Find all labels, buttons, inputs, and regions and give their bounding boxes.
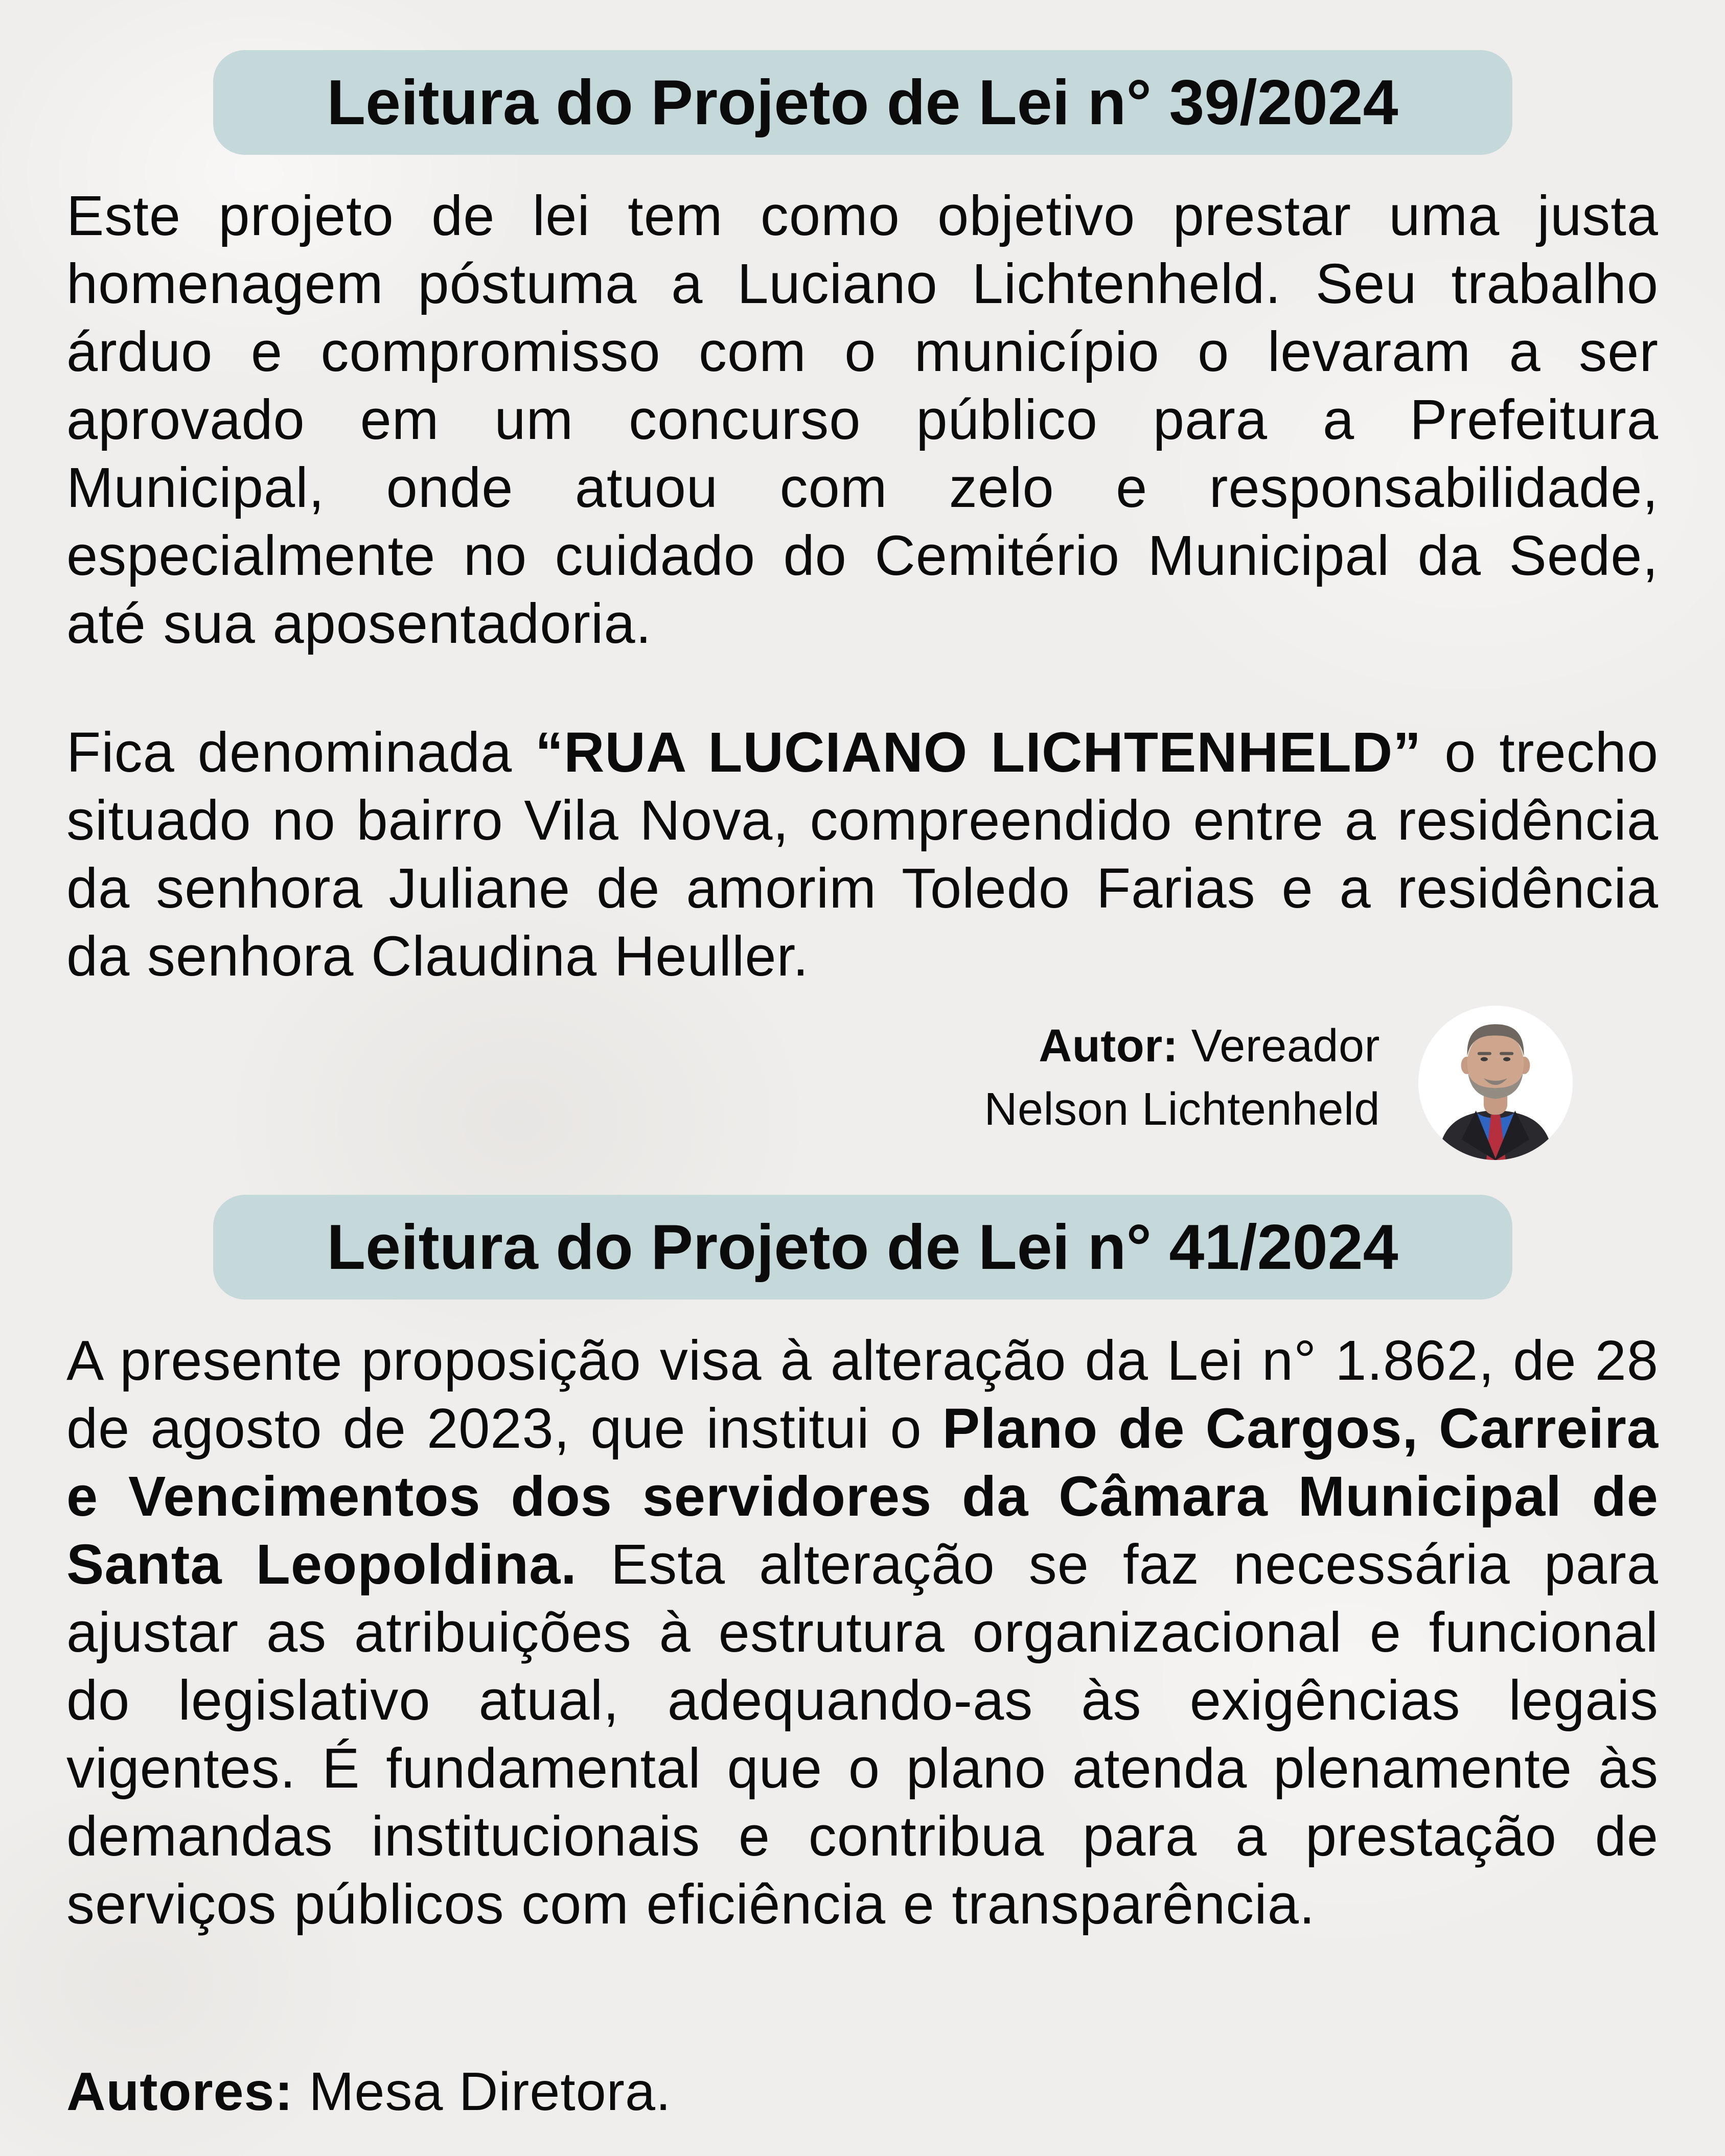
author-name: Nelson Lichtenheld <box>984 1084 1380 1135</box>
authors-attribution <box>66 2058 671 2125</box>
author-attribution <box>984 1014 1380 1141</box>
author-role: Vereador <box>1178 1021 1380 1072</box>
plan-name-highlight: Plano de Cargos, Carreira e Vencimentos dos servidores da Câmara Municipal de Santa Leopoldina. <box>66 1397 1659 1596</box>
law39-paragraph-2-pre: Fica denominada <box>66 721 536 784</box>
law39-title: Leitura do Projeto de Lei n° 39/2024 <box>327 67 1398 138</box>
authors-value: Mesa Diretora. <box>293 2061 672 2122</box>
author-label: Autor: <box>1039 1021 1179 1072</box>
law41-paragraph-pre: A presente proposição visa à alteração da Lei n° 1.862, de 28 de agosto de 2023, que institui o <box>66 1329 1659 1460</box>
author-portrait-illustration <box>1418 1006 1573 1160</box>
law39-paragraph-2 <box>66 718 1659 990</box>
law39-paragraph-1: Este projeto de lei tem como objetivo prestar uma justa homenagem póstuma a Luciano Lichtenheld. Seu trabalho árduo e compromisso com o município o levaram a ser aprovado em um concurso público para a Prefeitura Municipal, onde atuou com zelo e responsabilidade, especialmente no cuidado do Cemitério Municipal da Sede, até sua aposentadoria. <box>66 184 1659 655</box>
authors-label: Autores: <box>66 2061 293 2122</box>
law41-paragraph-post: Esta alteração se faz necessária para ajustar as atribuições à estrutura organizacional e funcional do legislativo atual, adequando-as às exigências legais vigentes. É fundamental que o plano atenda plenamente às demandas institucionais e contribua para a prestação de serviços públicos com eficiência e transparência. <box>66 1533 1659 1936</box>
street-name-highlight: “RUA LUCIANO LICHTENHELD” <box>535 721 1422 784</box>
law39-paragraph-2-post: o trecho situado no bairro Vila Nova, compreendido entre a residência da senhora Juliane de amorim Toledo Farias e a residência da senhora Claudina Heuller. <box>66 721 1659 988</box>
author-role-line <box>984 1014 1380 1078</box>
law41-paragraph <box>66 1327 1659 1938</box>
law41-title: Leitura do Projeto de Lei n° 41/2024 <box>327 1212 1398 1283</box>
law41-title-badge <box>213 1195 1512 1300</box>
law39-title-badge <box>213 50 1512 155</box>
author-photo <box>1418 1006 1573 1160</box>
